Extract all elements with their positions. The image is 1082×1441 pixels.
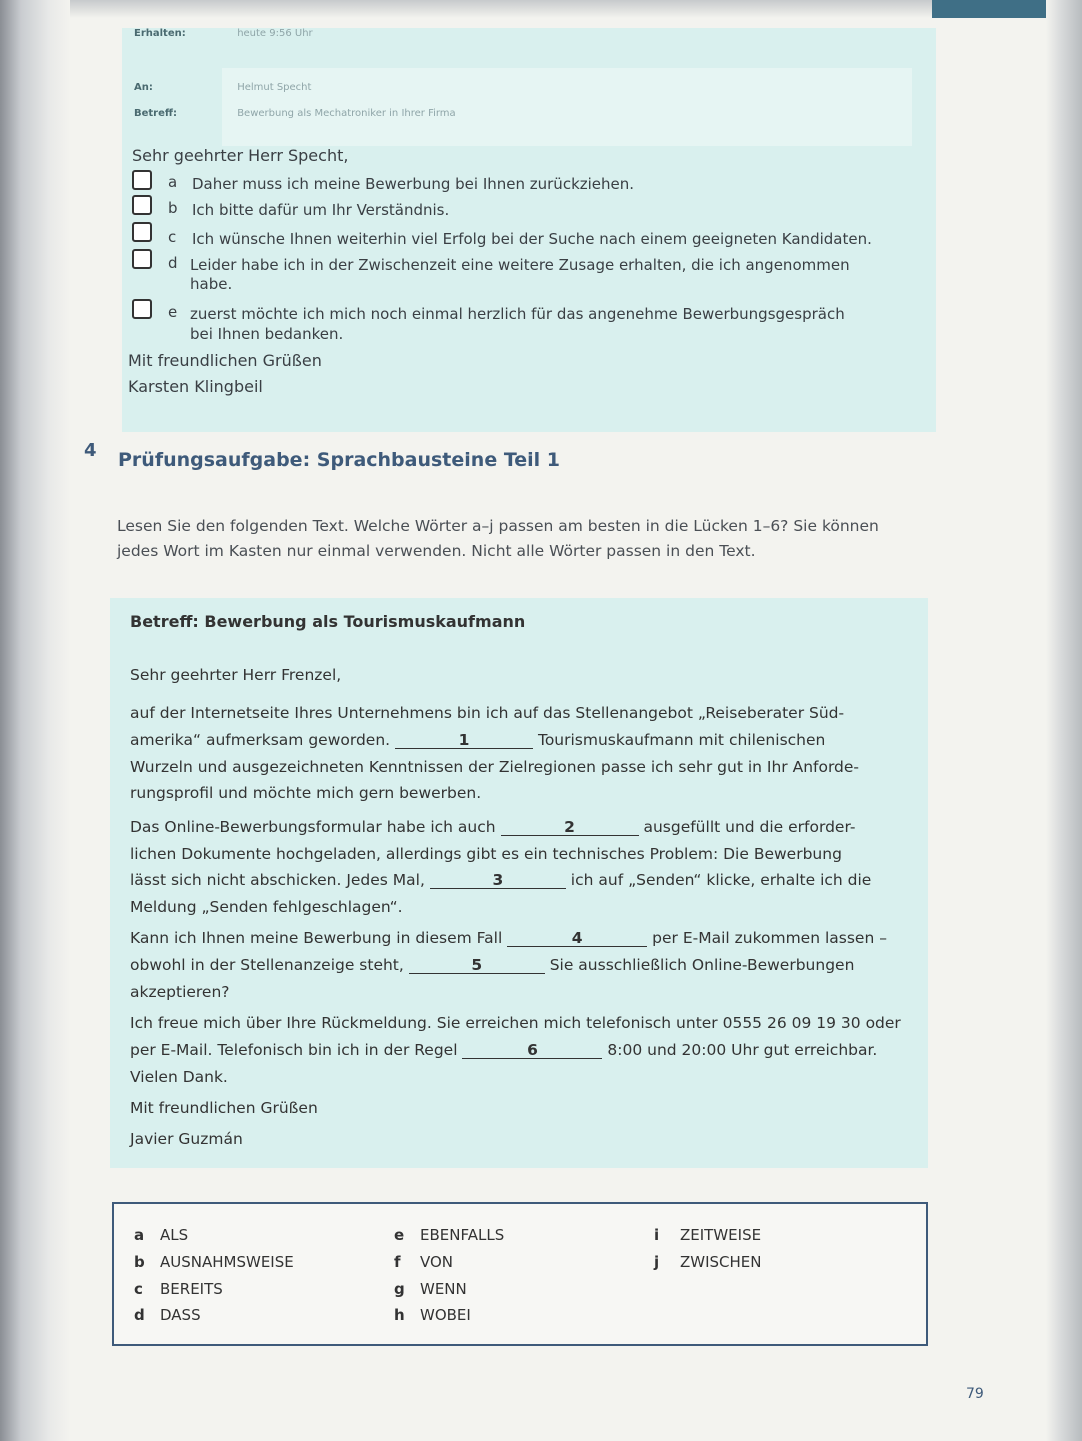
word-letter: e	[394, 1226, 405, 1244]
option-d-checkbox[interactable]	[132, 249, 152, 269]
option-c-text: Ich wünsche Ihnen weiterhin viel Erfolg bei der Suche nach einem geeigneten Kandidaten.	[192, 230, 872, 248]
word-letter: a	[134, 1226, 145, 1244]
paragraph-3-line-2	[130, 956, 854, 974]
email-1-greeting: Sehr geehrter Herr Specht,	[132, 146, 349, 165]
word-letter: g	[394, 1280, 405, 1298]
p3-l1-before-gap: Kann ich Ihnen meine Bewerbung in diesem Fall	[130, 929, 503, 947]
word-option-i[interactable]	[654, 1226, 761, 1244]
paragraph-1-line-2	[130, 731, 825, 749]
received-value: heute 9:56 Uhr	[237, 28, 313, 39]
word-text: AUSNAHMSWEISE	[160, 1253, 294, 1271]
gap-2[interactable]: 2	[501, 819, 639, 836]
word-option-d[interactable]	[134, 1306, 201, 1324]
option-e-checkbox[interactable]	[132, 299, 152, 319]
p1-l2-after-gap: Tourismuskaufmann mit chilenischen	[537, 731, 826, 749]
word-letter: i	[654, 1226, 660, 1244]
email-2-closing: Mit freundlichen Grüßen	[130, 1099, 318, 1117]
option-e-text-line1: zuerst möchte ich mich noch einmal herzlich für das angenehme Bewerbungsgespräch	[190, 305, 845, 323]
paragraph-1-line-3: Wurzeln und ausgezeichneten Kenntnissen der Zielregionen passe ich sehr gut in Ihr Anforde-	[130, 758, 860, 776]
word-option-a[interactable]	[134, 1226, 188, 1244]
book-spine-shadow	[0, 0, 70, 1441]
word-text: ALS	[160, 1226, 189, 1244]
p2-l1-after-gap: ausgefüllt und die erforder-	[643, 818, 856, 836]
instruction-line-2: jedes Wort im Kasten nur einmal verwenden. Nicht alle Wörter passen in den Text.	[117, 542, 756, 560]
gap-5[interactable]: 5	[409, 957, 545, 974]
word-letter: h	[394, 1306, 405, 1324]
option-b-letter: b	[168, 199, 178, 217]
gap-3[interactable]: 3	[430, 872, 566, 889]
email-1-box	[122, 28, 936, 432]
page-number: 79	[966, 1386, 984, 1402]
paragraph-4-line-2	[130, 1041, 877, 1059]
section-title: Prüfungsaufgabe: Sprachbausteine Teil 1	[118, 449, 561, 471]
paragraph-2-line-3	[130, 871, 871, 889]
received-label: Erhalten:	[134, 28, 186, 39]
p2-l3-after-gap: ich auf „Senden“ klicke, erhalte ich die	[570, 871, 872, 889]
option-d-letter: d	[168, 254, 178, 272]
top-edge	[0, 0, 1082, 18]
word-option-f[interactable]	[394, 1253, 453, 1271]
option-d-text-line2: habe.	[190, 275, 233, 293]
subject-value: Bewerbung als Mechatroniker in Ihrer Firma	[237, 108, 456, 119]
word-letter: c	[134, 1280, 143, 1298]
word-option-e[interactable]	[394, 1226, 504, 1244]
page-tab-marker	[932, 0, 1052, 18]
paragraph-3-line-1	[130, 929, 887, 947]
email-1-header-strip	[222, 68, 912, 146]
email-2-greeting: Sehr geehrter Herr Frenzel,	[130, 666, 342, 684]
paragraph-2-line-4: Meldung „Senden fehlgeschlagen“.	[130, 898, 403, 916]
word-text: WENN	[420, 1280, 467, 1298]
word-text: DASS	[160, 1306, 201, 1324]
word-text: WOBEI	[420, 1306, 471, 1324]
gap-4[interactable]: 4	[507, 930, 647, 947]
to-value: Helmut Specht	[237, 82, 312, 93]
paragraph-1-line-1: auf der Internetseite Ihres Unternehmens bin ich auf das Stellenangebot „Reiseberater Süd-	[130, 704, 845, 722]
word-text: ZEITWEISE	[680, 1226, 762, 1244]
option-d-text-line1: Leider habe ich in der Zwischenzeit eine weitere Zusage erhalten, die ich angenommen	[190, 256, 850, 274]
p1-l2-before-gap: amerika“ aufmerksam geworden.	[130, 731, 391, 749]
paragraph-2-line-1	[130, 818, 855, 836]
p2-l1-before-gap: Das Online-Bewerbungsformular habe ich auch	[130, 818, 496, 836]
word-text: EBENFALLS	[420, 1226, 505, 1244]
option-e-letter: e	[168, 303, 178, 321]
email-2-subject: Betreff: Bewerbung als Tourismuskaufmann	[130, 612, 526, 631]
p2-l3-before-gap: lässt sich nicht abschicken. Jedes Mal,	[130, 871, 425, 889]
word-letter: d	[134, 1306, 145, 1324]
word-letter: j	[654, 1253, 660, 1271]
gap-1[interactable]: 1	[395, 732, 533, 749]
paragraph-4-line-1: Ich freue mich über Ihre Rückmeldung. Sie erreichen mich telefonisch unter 0555 26 09 19 30 oder	[130, 1014, 901, 1032]
p3-l2-after-gap: Sie ausschließlich Online-Bewerbungen	[549, 956, 855, 974]
section-number: 4	[84, 440, 97, 461]
email-2-signature: Javier Guzmán	[130, 1130, 243, 1148]
option-b-text: Ich bitte dafür um Ihr Verständnis.	[192, 201, 450, 219]
subject-label: Betreff:	[134, 108, 177, 119]
word-option-h[interactable]	[394, 1306, 471, 1324]
p4-l2-before-gap: per E-Mail. Telefonisch bin ich in der Regel	[130, 1041, 458, 1059]
option-a-checkbox[interactable]	[132, 170, 152, 190]
instruction-line-1: Lesen Sie den folgenden Text. Welche Wörter a–j passen am besten in die Lücken 1–6? Sie können	[117, 517, 879, 535]
email-1-subject-row	[134, 108, 456, 119]
p4-l2-after-gap: 8:00 und 20:00 Uhr gut erreichbar.	[607, 1041, 878, 1059]
page-edge-shadow	[1046, 0, 1082, 1441]
to-label: An:	[134, 82, 153, 93]
option-a-text: Daher muss ich meine Bewerbung bei Ihnen zurückziehen.	[192, 175, 635, 193]
word-option-g[interactable]	[394, 1280, 467, 1298]
word-option-c[interactable]	[134, 1280, 223, 1298]
paragraph-1-line-4: rungsprofil und möchte mich gern bewerben.	[130, 784, 482, 802]
word-text: VON	[420, 1253, 454, 1271]
word-letter: b	[134, 1253, 145, 1271]
email-1-signature: Karsten Klingbeil	[128, 377, 263, 396]
option-b-checkbox[interactable]	[132, 195, 152, 215]
word-option-j[interactable]	[654, 1253, 762, 1271]
paragraph-2-line-2: lichen Dokumente hochgeladen, allerdings gibt es ein technisches Problem: Die Bewerbung	[130, 845, 842, 863]
email-2-box	[110, 598, 928, 1168]
option-a-letter: a	[168, 173, 178, 191]
paragraph-3-line-3: akzeptieren?	[130, 983, 230, 1001]
word-text: BEREITS	[160, 1280, 223, 1298]
option-e-text-line2: bei Ihnen bedanken.	[190, 325, 344, 343]
p3-l2-before-gap: obwohl in der Stellenanzeige steht,	[130, 956, 404, 974]
email-1-to-row	[134, 82, 311, 93]
word-choice-box	[112, 1202, 928, 1346]
word-option-b[interactable]	[134, 1253, 294, 1271]
word-letter: f	[394, 1253, 401, 1271]
email-1-received-row	[134, 28, 313, 39]
p3-l1-after-gap: per E-Mail zukommen lassen –	[652, 929, 887, 947]
option-c-checkbox[interactable]	[132, 222, 152, 242]
paragraph-4-line-3: Vielen Dank.	[130, 1068, 228, 1086]
option-c-letter: c	[168, 228, 177, 246]
gap-6[interactable]: 6	[462, 1042, 602, 1059]
email-1-closing: Mit freundlichen Grüßen	[128, 351, 322, 370]
word-text: ZWISCHEN	[680, 1253, 762, 1271]
